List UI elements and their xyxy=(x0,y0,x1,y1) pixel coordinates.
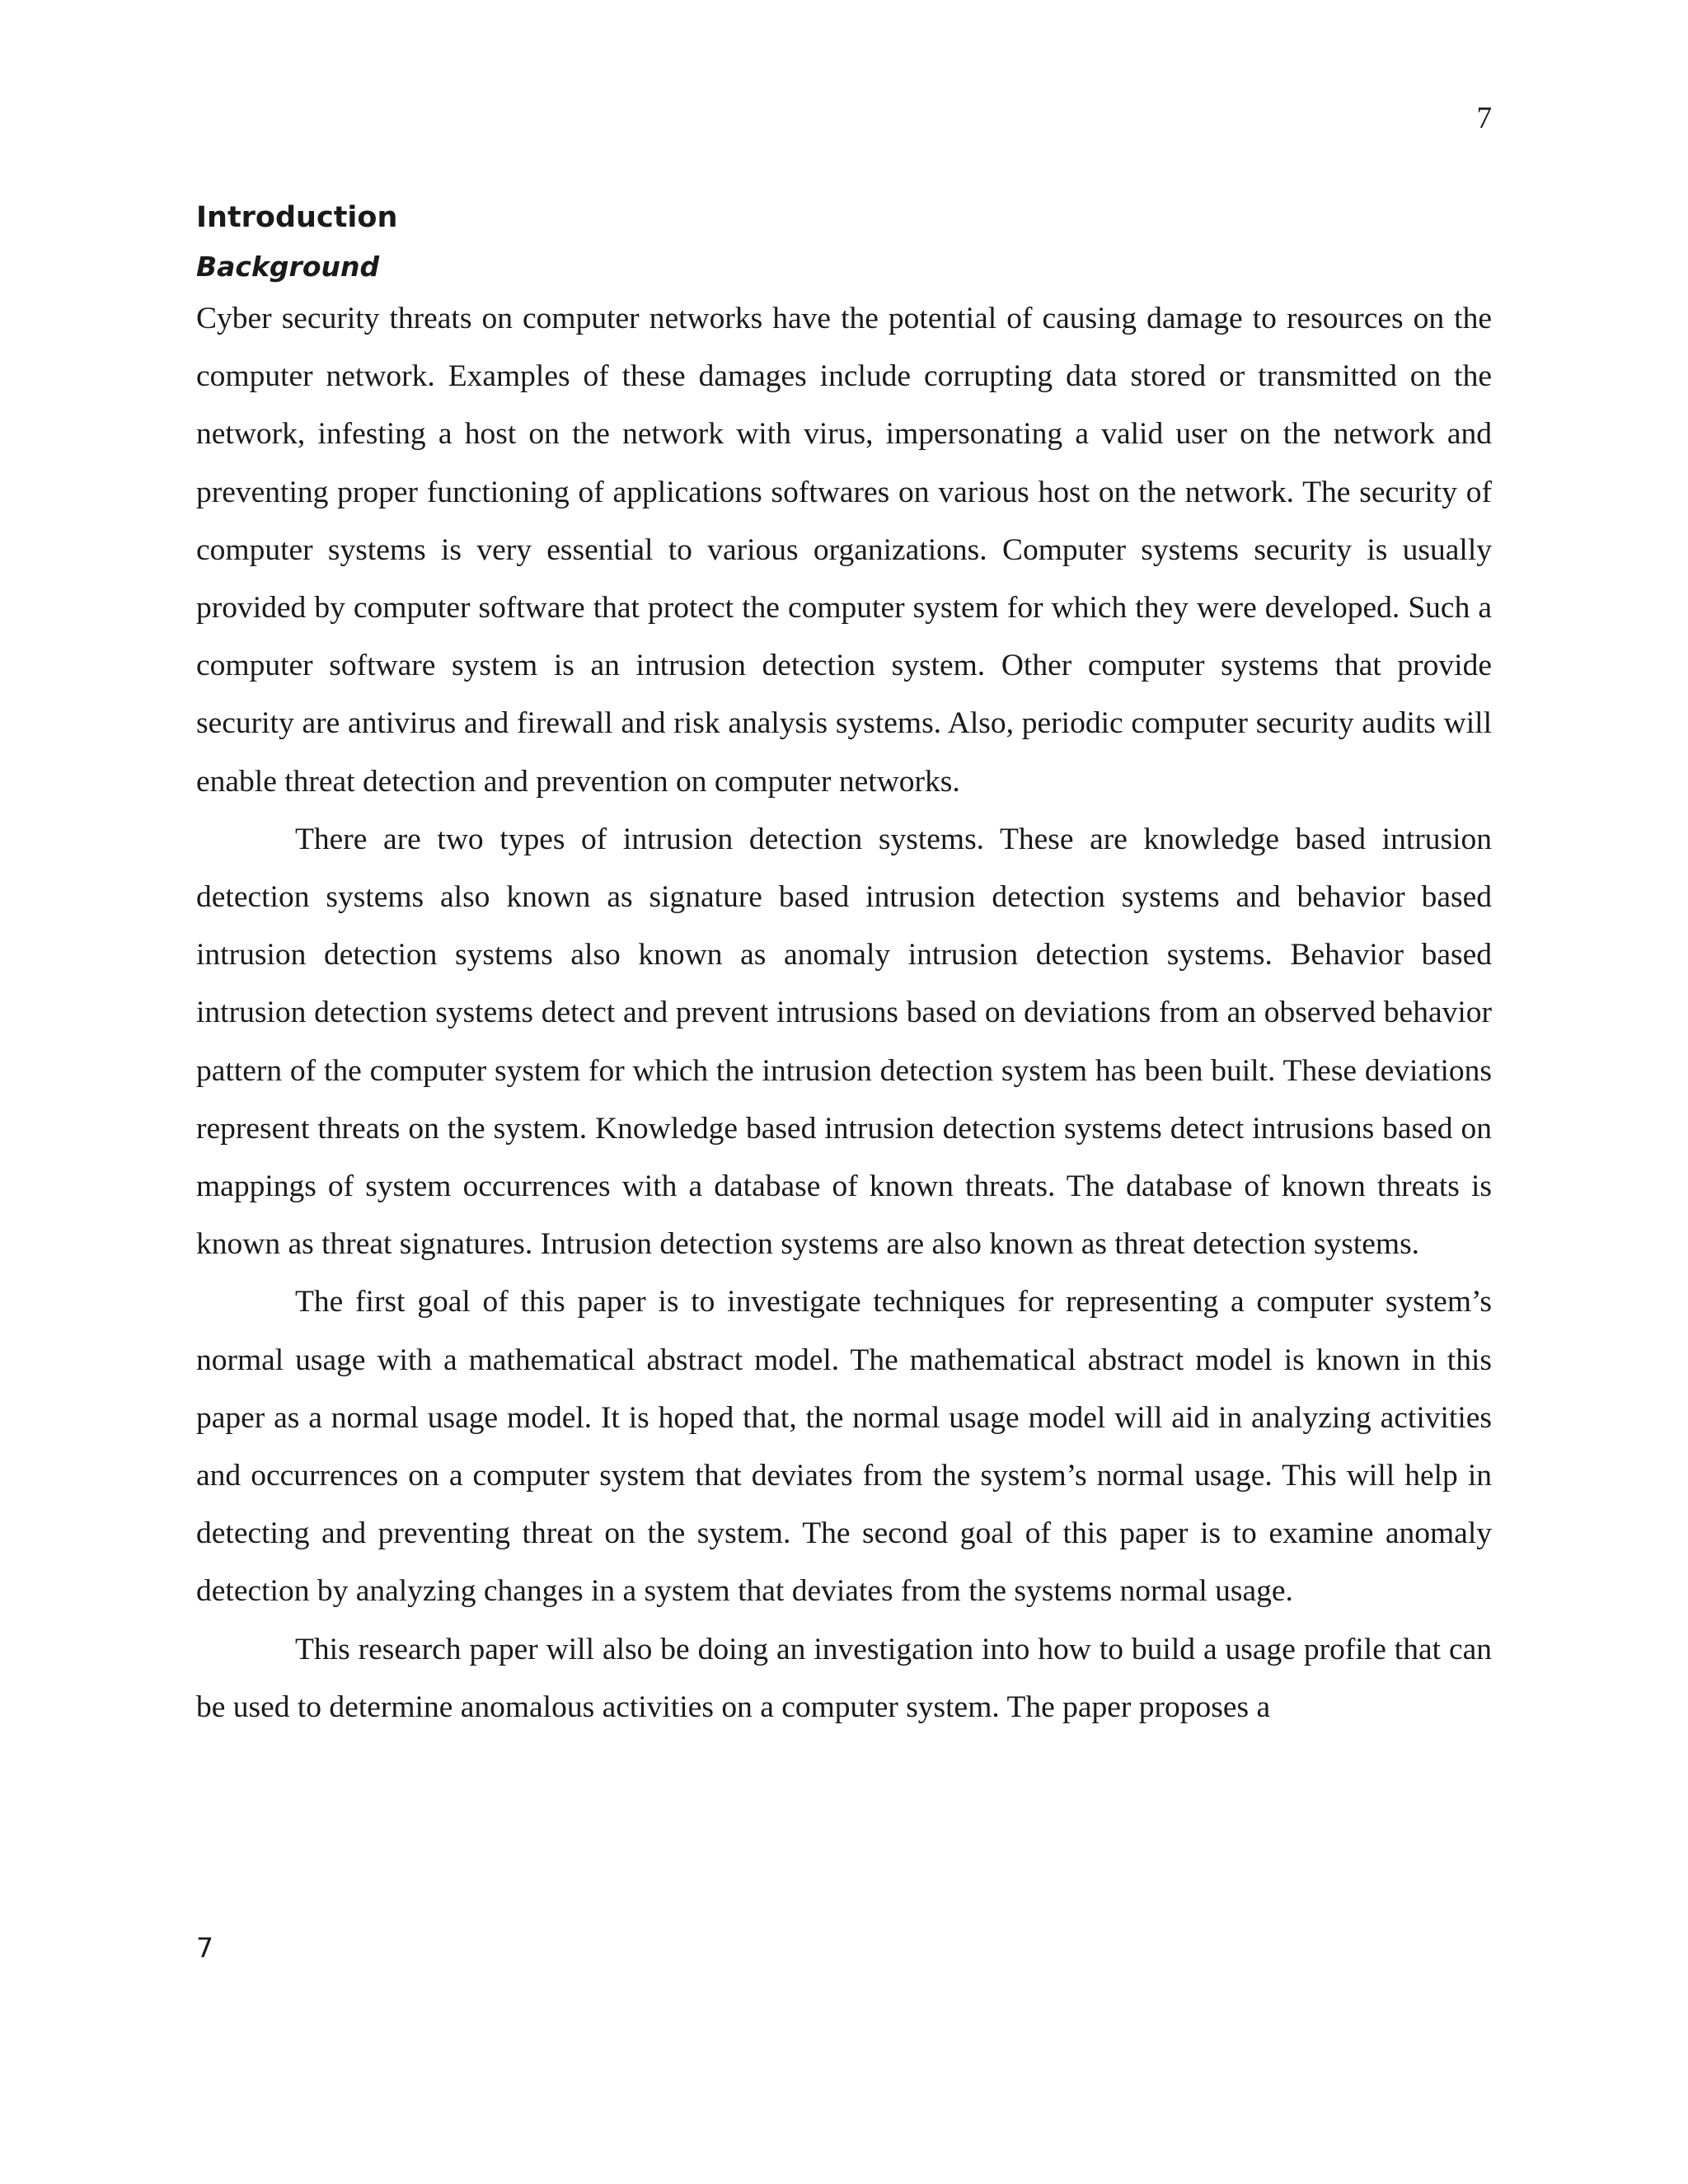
paragraph-4: This research paper will also be doing an investigation into how to build a usage profile that can be used to determine anomalous activities on a computer system. The paper proposes a xyxy=(196,1632,1492,1724)
header-page-number: 7 xyxy=(1476,101,1492,135)
paragraph-2: There are two types of intrusion detection systems. These are knowledge based intrusion detection systems also known as signature based intrusion detection systems and behavior based intrusion detection systems also known as anomaly intrusion detection systems. Behavior based intrusion detection systems detect and prevent intrusions based on deviations from an observed behavior pattern of the computer system for which the intrusion detection system has been built. These deviations represent threats on the system. Knowledge based intrusion detection systems detect intrusions based on mappings of system occurrences with a database of known threats. The database of known threats is known as threat signatures. Intrusion detection systems are also known as threat detection systems. xyxy=(196,822,1492,1262)
paragraph-1: Cyber security threats on computer networks have the potential of causing damage to resources on the computer network. Examples of these damages include corrupting data stored or transmitted on the network, infesting a host on the network with virus, impersonating a valid user on the network and preventing proper functioning of applications softwares on various host on the network. The security of computer systems is very essential to various organizations. Computer systems security is usually provided by computer software that protect the computer system for which they were developed. Such a computer software system is an intrusion detection system. Other computer systems that provide security are antivirus and firewall and risk analysis systems. Also, periodic computer security audits will enable threat detection and prevention on computer networks. xyxy=(196,302,1492,799)
document-body xyxy=(196,196,1492,1736)
footer-page-number: 7 xyxy=(196,1932,213,1964)
paragraph-3: The first goal of this paper is to investigate techniques for representing a computer system’s normal usage with a mathematical abstract model. The mathematical abstract model is known in this paper as a normal usage model. It is hoped that, the normal usage model will aid in analyzing activities and occurrences on a computer system that deviates from the system’s normal usage. This will help in detecting and preventing threat on the system. The second goal of this paper is to examine anomaly detection by analyzing changes in a system that deviates from the systems normal usage. xyxy=(196,1285,1492,1609)
section-subheading: Background xyxy=(196,251,380,283)
section-heading: Introduction xyxy=(196,201,398,234)
